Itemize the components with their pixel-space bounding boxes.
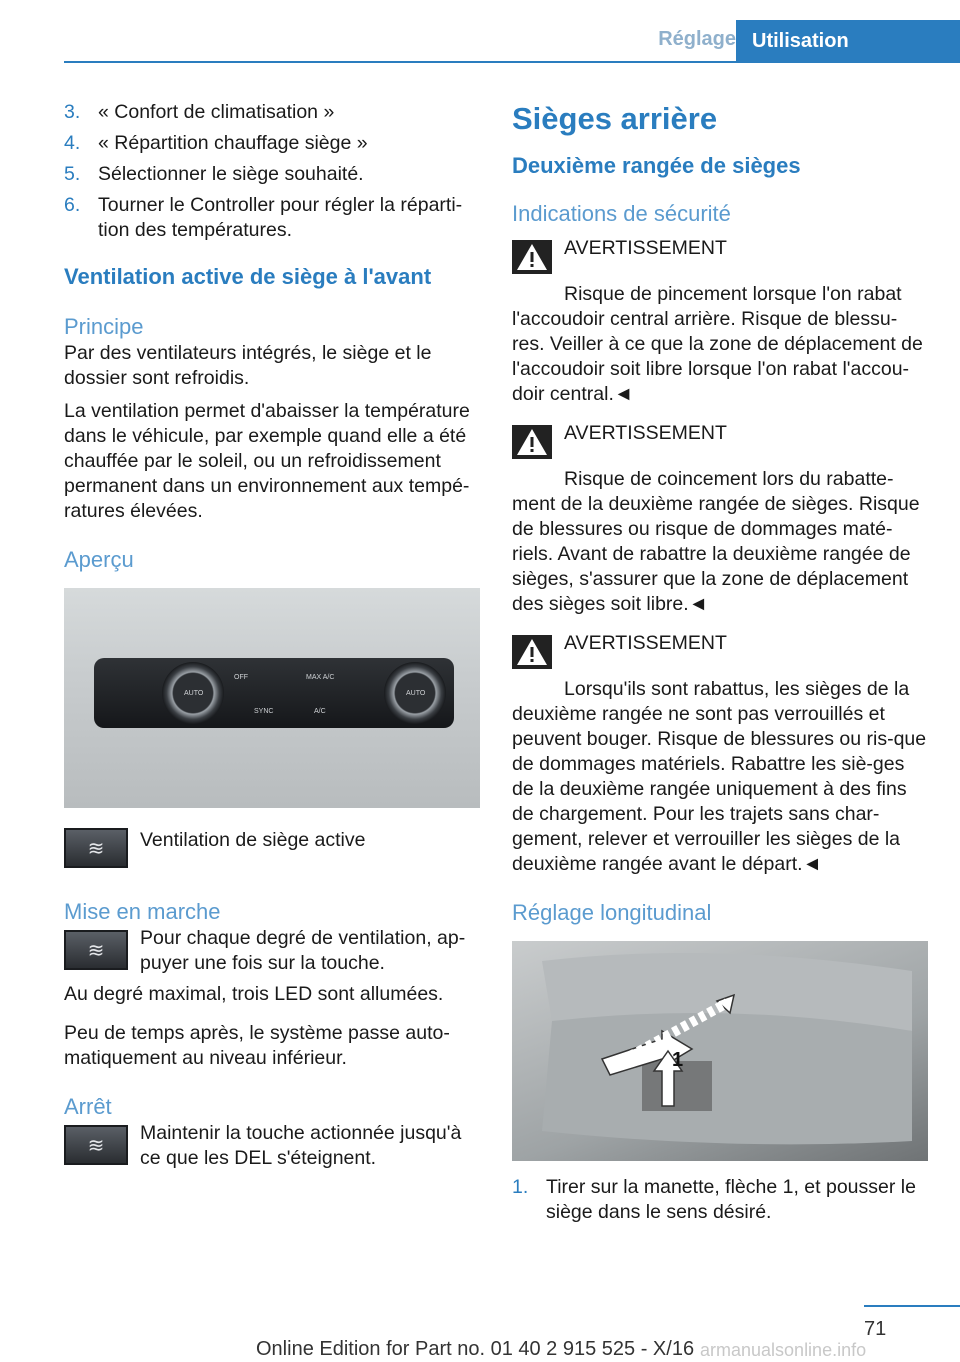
- panel-label: SYNC: [254, 708, 274, 715]
- tab-reglage[interactable]: Réglage: [658, 28, 736, 50]
- heading-reglage-longitudinal: Réglage longitudinal: [512, 900, 712, 925]
- watermark: armanualsonline.info: [700, 1340, 867, 1360]
- heading-principe: Principe: [64, 314, 144, 339]
- heading-apercu: Aperçu: [64, 547, 134, 572]
- warning-title: AVERTISSEMENT: [564, 632, 727, 654]
- mise-en-marche-text: Pour chaque degré de ventilation, ap-puyer une fois sur la touche.: [140, 927, 466, 974]
- left-column: [64, 100, 480, 1171]
- warning-block: [512, 421, 928, 617]
- principe-paragraph-2: La ventilation permet d'abaisser la température dans le véhicule, par exemple quand elle a été chauffée par le soleil, ou un refroidissement permanent dans un environnement aux tempé-ratures élevées.: [64, 400, 470, 522]
- tab-utilisation[interactable]: Utilisation: [736, 20, 960, 63]
- seat-ventilation-key-icon: ≋: [64, 1125, 128, 1165]
- page-number: 71: [864, 1318, 887, 1340]
- heading-sieges-arriere: Sièges arrière: [512, 101, 718, 136]
- footer-divider: [864, 1305, 960, 1307]
- step-list-reglage: [512, 1175, 928, 1225]
- header-divider: [64, 61, 960, 63]
- warning-triangle-icon: [512, 240, 552, 274]
- climate-panel-photo: [64, 588, 480, 808]
- warning-title: AVERTISSEMENT: [564, 422, 727, 444]
- knob-label: AUTO: [406, 690, 426, 697]
- seat-ventilation-key-icon: ≋: [64, 828, 128, 868]
- warning-text: Risque de coincement lors du rabatte-ment de la deuxième rangée de sièges. Risque de blessures ou risque de dommages maté-riels. Avant de rabattre la deuxième rangée de sièges, s'assurer que la zone de déplacement des sièges soit libre.◄: [512, 468, 920, 615]
- heading-ventilation: Ventilation active de siège à l'avant: [64, 264, 432, 289]
- rear-seat-photo: [512, 941, 928, 1161]
- edition-text: Online Edition for Part no. 01 40 2 915 525 - X/16: [256, 1338, 695, 1360]
- key-caption-row: [64, 828, 480, 868]
- page-header: [0, 0, 960, 64]
- warning-block: [512, 236, 928, 407]
- seat-ventilation-key-icon: ≋: [64, 930, 128, 970]
- mise-en-marche-paragraph-2: Peu de temps après, le système passe auto-matiquement au niveau inférieur.: [64, 1022, 450, 1069]
- warning-title: AVERTISSEMENT: [564, 237, 727, 259]
- step-item: 1. Tirer sur la manette, flèche 1, et pousser le siège dans le sens désiré.: [512, 1176, 916, 1223]
- heading-deuxieme-rangee: Deuxième rangée de sièges: [512, 153, 801, 178]
- heading-arret: Arrêt: [64, 1094, 112, 1119]
- step-item: 5. Sélectionner le siège souhaité.: [64, 163, 364, 185]
- mise-en-marche-row: [64, 926, 480, 976]
- panel-label: OFF: [234, 674, 248, 681]
- right-column: [512, 100, 928, 1231]
- heading-indications-securite: Indications de sécurité: [512, 201, 731, 226]
- warning-block: [512, 631, 928, 877]
- arret-text: Maintenir la touche actionnée jusqu'à ce que les DEL s'éteignent.: [140, 1122, 462, 1169]
- rear-seat-illustration: [512, 941, 928, 1161]
- step-list-top: [64, 100, 480, 243]
- arrow-label-1: 1: [672, 1049, 684, 1071]
- step-item: 6. Tourner le Controller pour régler la réparti-tion des températures.: [64, 194, 463, 241]
- warning-text: Lorsqu'ils sont rabattus, les sièges de la deuxième rangée ne sont pas verrouillés et peuvent bouger. Risque de blessures ou ris-que de dommages matériels. Rabattre les siè-ges de la deuxième rangée uniquement à des fins de chargement. Pour les trajets sans char-gement, relever et verrouiller les sièges de la deuxième rangée avant le départ.◄: [512, 678, 927, 875]
- panel-label: MAX A/C: [306, 674, 335, 681]
- warning-triangle-icon: [512, 635, 552, 669]
- step-item: 3. « Confort de climatisation »: [64, 101, 335, 123]
- principe-paragraph-1: Par des ventilateurs intégrés, le siège et le dossier sont refroidis.: [64, 342, 432, 389]
- knob-label: AUTO: [184, 690, 204, 697]
- arret-row: [64, 1121, 480, 1171]
- warning-triangle-icon: [512, 425, 552, 459]
- key-caption: Ventilation de siège active: [140, 829, 366, 851]
- warning-text: Risque de pincement lorsque l'on rabat l'accoudoir central arrière. Risque de blessu-res. Veiller à ce que la zone de déplacement de l'accoudoir soit libre lorsque l'on rabat l'accou-doir central.◄: [512, 283, 923, 405]
- step-item: 4. « Répartition chauffage siège »: [64, 132, 368, 154]
- climate-control-panel: [94, 658, 454, 728]
- mise-en-marche-paragraph-1: Au degré maximal, trois LED sont allumées.: [64, 983, 444, 1005]
- panel-label: A/C: [314, 708, 326, 715]
- heading-mise-en-marche: Mise en marche: [64, 899, 221, 924]
